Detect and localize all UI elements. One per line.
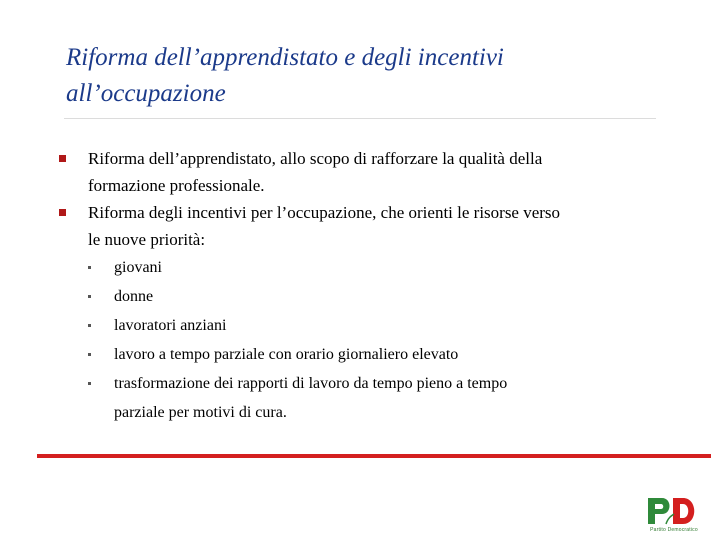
bullet-item xyxy=(88,145,668,199)
bullet-text: le nuove priorità: xyxy=(88,230,206,249)
sub-bullet-item xyxy=(114,253,668,282)
slide-title-line-1: Riforma dell’apprendistato e degli incentivi xyxy=(66,44,504,71)
sub-bullet-text: lavoratori anziani xyxy=(114,317,227,334)
sub-bullet-list xyxy=(88,253,668,427)
square-bullet-icon xyxy=(59,155,66,162)
bullet-text: formazione professionale. xyxy=(88,176,265,195)
sub-bullet-text: lavoro a tempo parziale con orario giornaliero elevato xyxy=(114,346,459,363)
sub-bullet-item xyxy=(114,311,668,340)
pd-logo-icon xyxy=(644,494,700,530)
sub-bullet-continuation xyxy=(114,398,668,427)
bullet-text: Riforma dell’apprendistato, allo scopo di rafforzare la qualità della xyxy=(88,149,543,168)
slide-title xyxy=(66,40,666,112)
footer-accent-rule xyxy=(37,454,711,458)
slide-title-line-2: all’occupazione xyxy=(66,80,226,107)
dot-bullet-icon xyxy=(88,353,91,356)
bullet-list xyxy=(88,145,668,427)
title-divider xyxy=(64,118,656,119)
dot-bullet-icon xyxy=(88,382,91,385)
sub-bullet-item xyxy=(114,369,668,398)
logo-caption: Partito Democratico xyxy=(650,527,698,533)
sub-bullet-text: parziale per motivi di cura. xyxy=(114,404,287,421)
logo-letter-p xyxy=(648,498,670,524)
logo-letter-d xyxy=(673,498,694,524)
sub-bullet-text: giovani xyxy=(114,259,162,276)
sub-bullet-item xyxy=(114,340,668,369)
sub-bullet-text: trasformazione dei rapporti di lavoro da tempo pieno a tempo xyxy=(114,375,508,392)
bullet-item xyxy=(88,199,668,427)
sub-bullet-item xyxy=(114,282,668,311)
olive-branch-icon xyxy=(666,514,674,524)
bullet-text: Riforma degli incentivi per l’occupazione, che orienti le risorse verso xyxy=(88,203,561,222)
sub-bullet-text: donne xyxy=(114,288,154,305)
dot-bullet-icon xyxy=(88,266,91,269)
square-bullet-icon xyxy=(59,209,66,216)
dot-bullet-icon xyxy=(88,295,91,298)
dot-bullet-icon xyxy=(88,324,91,327)
